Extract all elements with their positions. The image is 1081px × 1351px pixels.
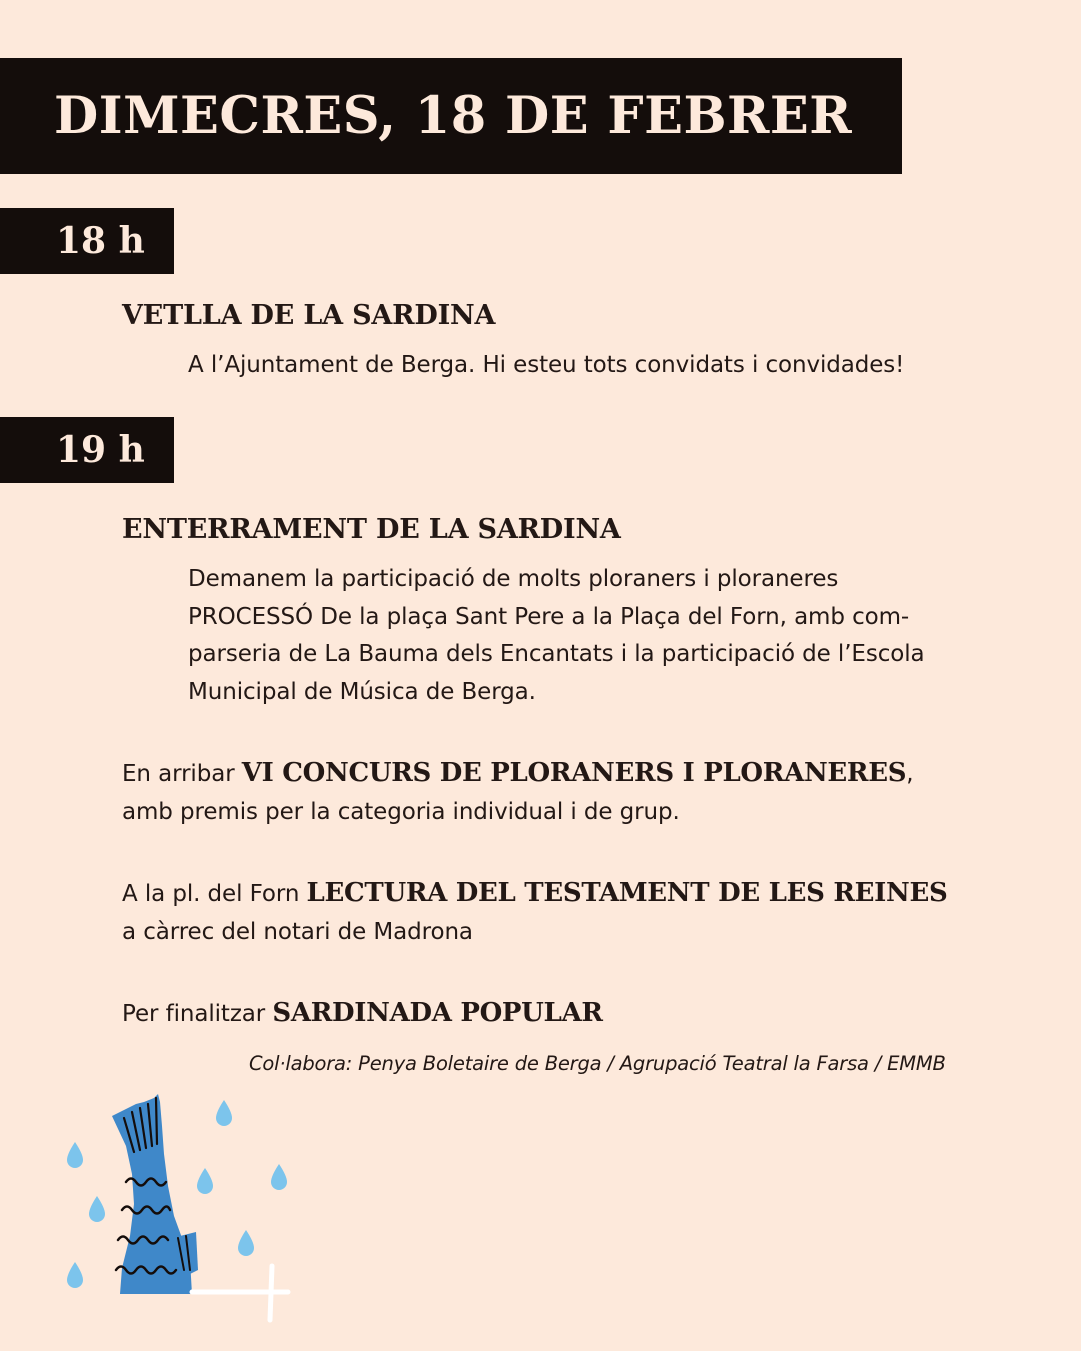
- testament-line: [122, 875, 947, 914]
- description-line: Municipal de Música de Berga.: [188, 678, 536, 705]
- concurs-title: VI CONCURS DE PLORANERS I PLORANERES: [241, 758, 907, 788]
- concurs-line: [122, 755, 913, 794]
- time-badge-18h: [0, 208, 174, 274]
- tear-icon: [238, 1230, 254, 1256]
- sardinada-prefix: Per finalitzar: [122, 1001, 273, 1027]
- event-title-enterrament: ENTERRAMENT DE LA SARDINA: [122, 514, 621, 545]
- tear-icon: [271, 1164, 287, 1190]
- cross-icon: [192, 1266, 288, 1320]
- time-badge-19h: [0, 417, 174, 483]
- date-title: DIMECRES, 18 DE FEBRER: [54, 86, 853, 146]
- testament-prefix: A la pl. del Forn: [122, 881, 307, 907]
- tear-icon: [67, 1262, 83, 1288]
- concurs-paragraph: [122, 755, 913, 831]
- sardine-tail-with-tears-icon: [50, 1088, 310, 1328]
- tear-icon: [67, 1142, 83, 1168]
- testament-detail: a càrrec del notari de Madrona: [122, 918, 473, 945]
- time-label: 19 h: [56, 429, 145, 471]
- description-line: parseria de La Bauma dels Encantats i la participació de l’Escola: [188, 641, 925, 667]
- event-description-enterrament: [188, 561, 925, 711]
- tear-icon: [89, 1196, 105, 1222]
- tear-icon: [197, 1168, 213, 1194]
- concurs-suffix: ,: [906, 761, 914, 787]
- time-label: 18 h: [56, 220, 145, 262]
- sardinada-paragraph: [122, 995, 603, 1034]
- testament-paragraph: [122, 875, 947, 951]
- description-line: PROCESSÓ De la plaça Sant Pere a la Plaça del Forn, amb com-: [188, 603, 910, 630]
- tear-icon: [216, 1100, 232, 1126]
- concurs-prefix: En arribar: [122, 761, 242, 787]
- sardine-body: [112, 1094, 192, 1294]
- event-title-vetlla: VETLLA DE LA SARDINA: [122, 300, 496, 331]
- description-line: Demanem la participació de molts ploraners i ploraneres: [188, 566, 839, 592]
- testament-title: LECTURA DEL TESTAMENT DE LES REINES: [306, 878, 948, 908]
- event-description-vetlla: A l’Ajuntament de Berga. Hi esteu tots convidats i convidades!: [188, 352, 905, 378]
- date-banner: [0, 58, 902, 174]
- sardinada-line: [122, 995, 603, 1034]
- sardinada-title: SARDINADA POPULAR: [272, 998, 603, 1028]
- concurs-detail: amb premis per la categoria individual i de grup.: [122, 798, 680, 825]
- collaborators-credit: Col·labora: Penya Boletaire de Berga / Agrupació Teatral la Farsa / EMMB: [249, 1052, 946, 1075]
